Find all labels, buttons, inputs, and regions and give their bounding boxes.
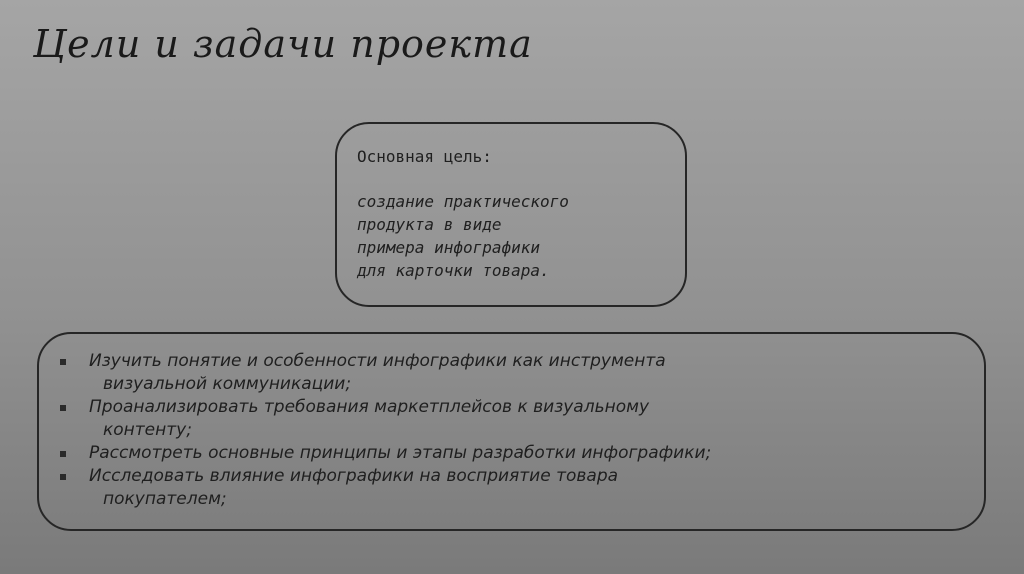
main-goal-line: примера инфографики [357,238,541,257]
square-bullet-icon [60,405,66,411]
task-line: Рассмотреть основные принципы и этапы разработки инфографики; [89,443,712,463]
task-line: визуальной коммуникации; [103,374,352,394]
main-goal-line: создание практического [357,192,569,211]
main-goal-text [357,190,665,282]
main-goal-line: продукта в виде [357,215,502,234]
task-line: Изучить понятие и особенности инфографики как инструмента [89,351,666,371]
slide-title: Цели и задачи проекта [33,22,533,66]
task-line: покупателем; [103,489,227,509]
task-line: Исследовать влияние инфографики на восприятие товара [89,466,619,486]
task-item [59,350,984,396]
task-line: Проанализировать требования маркетплейсов к визуальному [89,397,650,417]
main-goal-box [335,122,687,307]
task-list [59,350,984,511]
square-bullet-icon [60,359,66,365]
task-item [59,465,984,511]
square-bullet-icon [60,451,66,457]
square-bullet-icon [60,474,66,480]
main-goal-heading: Основная цель: [357,147,492,166]
main-goal-line: для карточки товара. [357,261,550,280]
task-item [59,442,984,465]
task-item [59,396,984,442]
task-line: контенту; [103,420,192,440]
tasks-box [37,332,986,531]
